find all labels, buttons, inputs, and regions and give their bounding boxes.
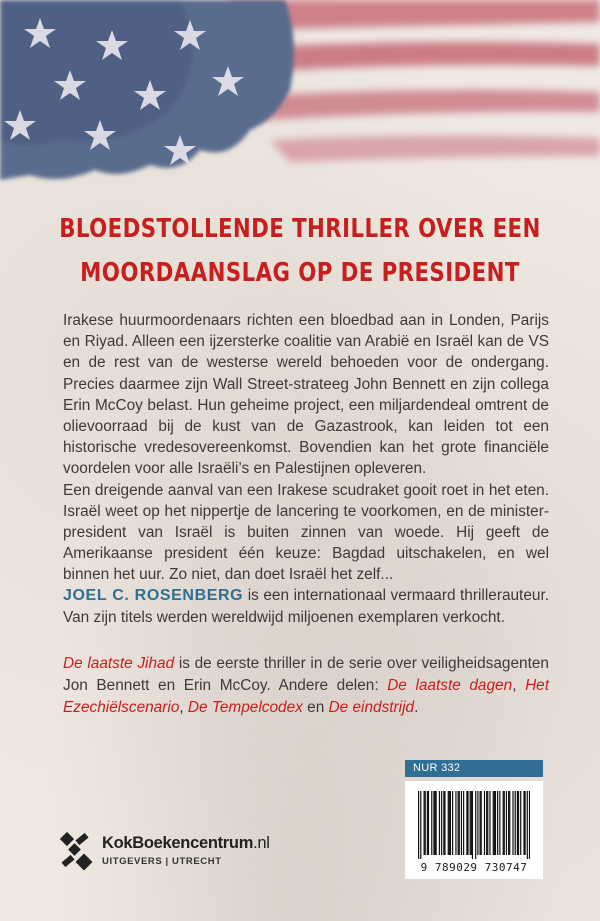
barcode-bar bbox=[481, 791, 482, 855]
barcode-bar bbox=[443, 791, 444, 855]
barcode bbox=[405, 781, 543, 879]
barcode-bar bbox=[477, 791, 478, 855]
barcode-bar bbox=[459, 791, 460, 855]
barcode-bar bbox=[529, 791, 530, 859]
barcode-bar bbox=[515, 791, 516, 855]
barcode-bar bbox=[441, 791, 442, 855]
series-info bbox=[63, 653, 549, 719]
barcode-bar bbox=[486, 791, 487, 855]
barcode-bar bbox=[472, 791, 473, 859]
barcode-bar bbox=[475, 791, 476, 859]
barcode-bar bbox=[489, 791, 490, 855]
publisher-logo bbox=[60, 830, 320, 880]
barcode-bar bbox=[518, 791, 519, 855]
series-title-4: De Tempelcodex bbox=[187, 699, 303, 716]
barcode-bar bbox=[448, 791, 449, 855]
publisher-subtitle: UITGEVERS | UTRECHT bbox=[102, 856, 222, 867]
headline-line-1: BLOEDSTOLLENDE THRILLER OVER EEN bbox=[59, 214, 541, 244]
isbn-number: 9 789029 730747 bbox=[420, 861, 528, 874]
author-name: JOEL C. ROSENBERG bbox=[63, 587, 244, 604]
barcode-bar bbox=[436, 791, 437, 855]
barcode-bar bbox=[508, 791, 509, 855]
barcode-bar bbox=[420, 791, 421, 859]
publisher-logo-icon bbox=[60, 830, 94, 872]
barcode-bar bbox=[458, 791, 459, 855]
barcode-bar bbox=[506, 791, 507, 855]
nur-label: NUR 332 bbox=[405, 760, 543, 777]
series-separator: , bbox=[512, 677, 526, 694]
barcode-bar bbox=[525, 791, 526, 855]
barcode-bar bbox=[487, 791, 488, 855]
barcode-bar bbox=[523, 791, 524, 855]
barcode-bar bbox=[431, 791, 432, 855]
barcode-bar bbox=[461, 791, 462, 855]
barcode-bar bbox=[495, 791, 496, 855]
barcode-bar bbox=[455, 791, 456, 855]
author-bio bbox=[63, 585, 549, 629]
series-title-1: De laatste Jihad bbox=[63, 655, 175, 672]
barcode-bar bbox=[499, 791, 500, 855]
series-text: is de eerste thriller in de serie over veiligheidsagenten Jon Bennett en Erin McCoy. Andere delen: bbox=[63, 655, 549, 694]
barcode-bar bbox=[444, 791, 445, 855]
barcode-bar bbox=[434, 791, 435, 855]
barcode-bar bbox=[493, 791, 494, 855]
publisher-name-text: KokBoekencentrum bbox=[102, 834, 254, 852]
barcode-bar bbox=[471, 791, 472, 855]
barcode-bar bbox=[449, 791, 450, 855]
publisher-tld: .nl bbox=[253, 834, 270, 852]
series-separator: en bbox=[302, 699, 329, 716]
barcode-bar bbox=[479, 791, 480, 855]
blurb bbox=[63, 310, 549, 586]
barcode-bar bbox=[418, 791, 419, 859]
barcode-bar bbox=[517, 791, 518, 855]
series-title-2: De laatste dagen bbox=[387, 677, 513, 694]
barcode-bar bbox=[509, 791, 510, 855]
headline bbox=[54, 207, 546, 295]
headline-line-2: MOORDAANSLAG OP DE PRESIDENT bbox=[80, 258, 520, 288]
barcode-bar bbox=[504, 791, 505, 855]
barcode-bar bbox=[527, 791, 528, 859]
barcode-bar bbox=[503, 791, 504, 855]
barcode-bar bbox=[423, 791, 424, 855]
barcode-bar bbox=[512, 791, 513, 855]
publisher-name bbox=[102, 834, 270, 853]
barcode-bar bbox=[470, 791, 471, 855]
barcode-bar bbox=[467, 791, 468, 855]
series-title-5: De eindstrijd bbox=[328, 699, 415, 716]
barcode-bar bbox=[463, 791, 464, 855]
flag-illustration bbox=[0, 0, 600, 200]
barcode-bar bbox=[425, 791, 426, 855]
series-separator: , bbox=[179, 699, 188, 716]
barcode-bar bbox=[484, 791, 485, 855]
barcode-bar bbox=[494, 791, 495, 855]
barcode-bar bbox=[452, 791, 453, 855]
blurb-paragraph-1: Irakese huurmoordenaars richten een bloedbad aan in Londen, Parijs en Riyad. Alleen een ijzersterke coalitie van Arabië en Israël kan de VS en de rest van de westerse wereld behoeden voor de ondergang. Precies daarmee zijn Wall Street-strateeg John Bennett en zijn collega Erin McCoy belast. Hun geheime project, een miljardendeal omtrent de olievoorraad bij de kust van de Gazastrook, kan leiden tot een historische vredesovereenkomst. Bovendien kan het grote financiële voordelen voor alle Israëli’s en Palestijnen opleveren. bbox=[63, 312, 549, 478]
barcode-bar bbox=[439, 791, 440, 855]
series-end: . bbox=[414, 699, 419, 716]
author-bio-text: is een internationaal vermaard thrillerauteur. Van zijn titels werden wereldwijd miljoenen exemplaren verkocht. bbox=[63, 587, 550, 626]
barcode-bar bbox=[427, 791, 428, 855]
blurb-paragraph-2: Een dreigende aanval van een Irakese scudraket gooit roet in het eten. Israël weet op het nippertje de lancering te voorkomen, en de minister-president van Israël is buiten zinnen van woede. Hij geeft de Amerikaanse president één keuze: Bagdad uitschakelen, en wel binnen het uur. Zo niet, dan doet Israël het zelf... bbox=[63, 481, 549, 584]
barcode-bar bbox=[520, 791, 521, 855]
series-title-3: Het Ezechiëlscenario bbox=[63, 677, 550, 716]
barcode-bar bbox=[433, 791, 434, 855]
barcode-bar bbox=[450, 791, 451, 855]
barcode-bars bbox=[418, 791, 530, 859]
barcode-bar bbox=[428, 791, 429, 855]
barcode-bar bbox=[497, 791, 498, 855]
barcode-bar bbox=[466, 791, 467, 855]
